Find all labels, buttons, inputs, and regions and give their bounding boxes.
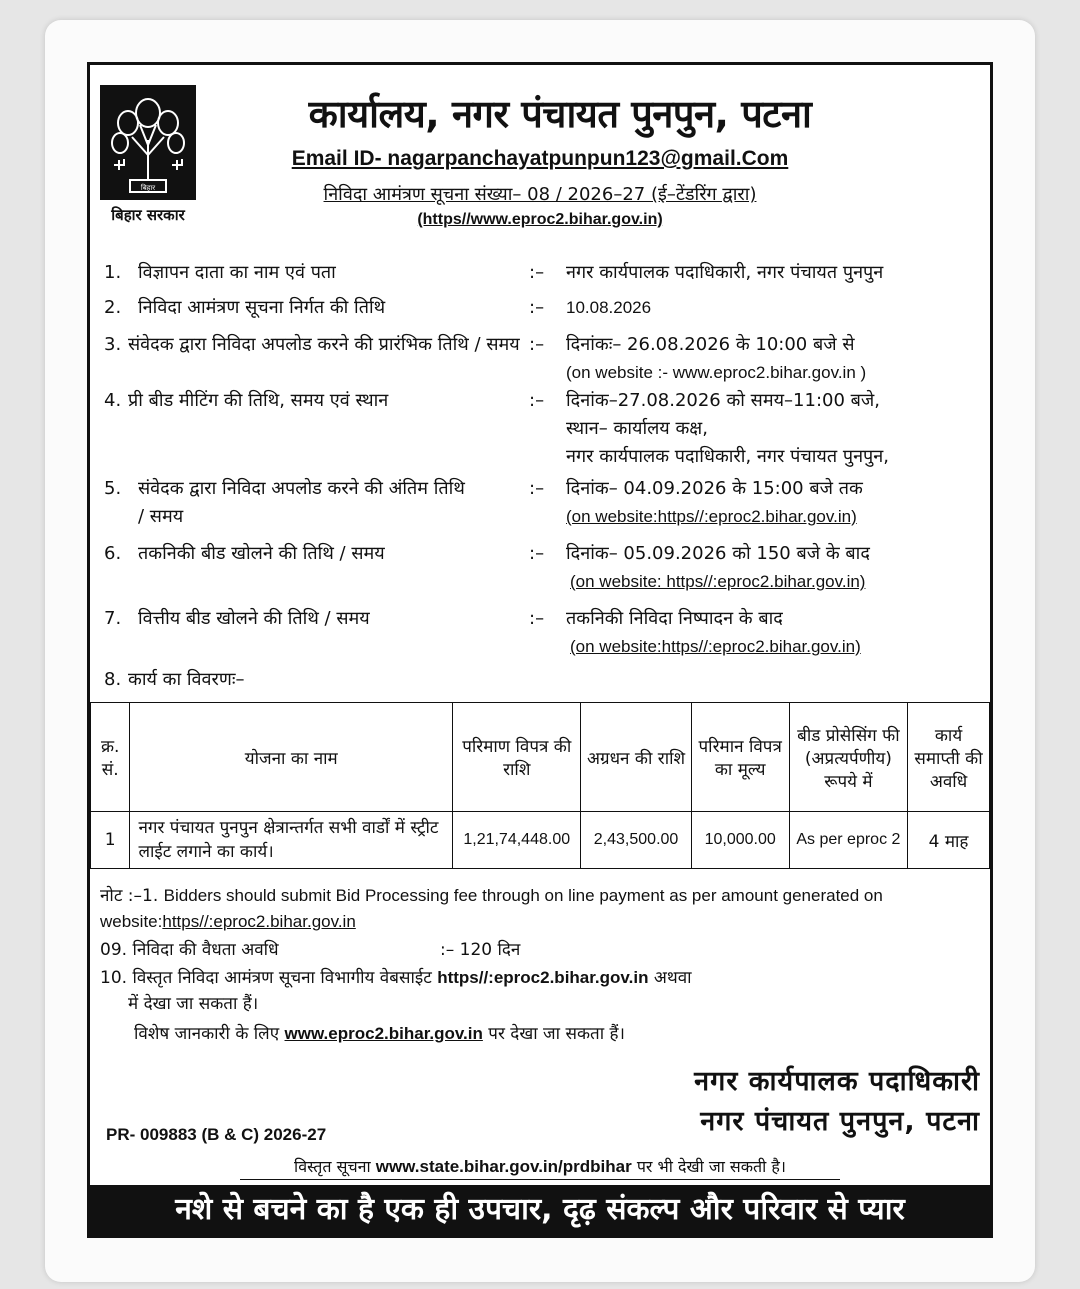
item-value: तकनिकी निविदा निष्पादन के बाद bbox=[566, 608, 783, 629]
item10-link[interactable]: https//:eproc2.bihar.gov.in bbox=[437, 968, 649, 987]
item-separator: :– bbox=[529, 478, 545, 499]
bodhi-tree-emblem-icon bbox=[100, 85, 196, 200]
item-separator: :– bbox=[529, 390, 545, 411]
item-separator: :– bbox=[529, 262, 545, 283]
item10-continued: में देखा जा सकता हैं। bbox=[128, 994, 259, 1014]
item-label: कार्य का विवरणः– bbox=[128, 669, 245, 690]
note-text: Bidders should submit Bid Processing fee through on line payment as per amount generated on website: bbox=[100, 886, 883, 931]
item-separator: :– bbox=[529, 297, 545, 318]
item10-or: अथवा bbox=[653, 968, 692, 988]
cell-completion-period: 4 माह bbox=[908, 812, 990, 869]
item-separator: :– bbox=[529, 334, 545, 355]
item-label: संवेदक द्वारा निविदा अपलोड करने की प्रारंभिक तिथि / समय bbox=[128, 334, 520, 355]
note-link[interactable]: https//:eproc2.bihar.gov.in bbox=[162, 912, 356, 931]
item-separator: :– bbox=[529, 608, 545, 629]
office-email: Email ID- nagarpanchayatpunpun123@gmail.Com bbox=[291, 147, 789, 170]
tender-notice bbox=[87, 62, 993, 1238]
footer-info-link[interactable]: www.state.bihar.gov.in/prdbihar bbox=[375, 1157, 632, 1176]
item-number: 2. bbox=[104, 297, 122, 318]
col-boq-amount: परिमाण विपत्र की राशि bbox=[453, 703, 581, 812]
table-row bbox=[91, 812, 990, 869]
item-label: वित्तीय बीड खोलने की तिथि / समय bbox=[138, 608, 370, 629]
item-value-url: (on website: https//:eproc2.bihar.gov.in) bbox=[570, 572, 866, 591]
item-label: प्री बीड मीटिंग की तिथि, समय एवं स्थान bbox=[128, 390, 389, 411]
item-value-url: (on website:https//:eproc2.bihar.gov.in) bbox=[570, 637, 861, 656]
note-1 bbox=[100, 883, 990, 935]
validity-value: :– 120 दिन bbox=[440, 940, 521, 960]
signature-office: नगर पंचायत पुनपुन, पटना bbox=[700, 1106, 980, 1137]
item-number: 1. bbox=[104, 262, 122, 283]
pr-number: PR- 009883 (B & C) 2026-27 bbox=[106, 1125, 327, 1144]
col-processing-fee: बीड प्रोसेसिंग फी (अप्रत्यर्पणीय) रूपये में bbox=[789, 703, 907, 812]
col-boq-cost: परिमान विपत्र का मूल्य bbox=[691, 703, 789, 812]
special-text: विशेष जानकारी के लिए bbox=[134, 1024, 280, 1044]
item-value-place: स्थान– कार्यालय कक्ष, bbox=[566, 418, 708, 439]
works-table bbox=[90, 702, 990, 869]
special-info bbox=[134, 1021, 1024, 1047]
item-value: दिनांक– 05.09.2026 को 150 बजे के बाद bbox=[566, 543, 870, 564]
note-prefix: नोट :–1. bbox=[100, 886, 159, 906]
bihar-emblem bbox=[100, 85, 196, 225]
item-value-url: (on website:https//:eproc2.bihar.gov.in) bbox=[566, 507, 857, 526]
item-number: 5. bbox=[104, 478, 122, 499]
item-label: तकनिकी बीड खोलने की तिथि / समय bbox=[138, 543, 385, 564]
col-earnest-money: अग्रधन की राशि bbox=[581, 703, 691, 812]
item-label: निविदा आमंत्रण सूचना निर्गत की तिथि bbox=[138, 297, 386, 318]
cell-serial: 1 bbox=[91, 812, 130, 869]
item-value: 10.08.2026 bbox=[566, 298, 652, 317]
item-value: दिनांक–27.08.2026 को समय–11:00 बजे, bbox=[566, 390, 881, 411]
signature-designation: नगर कार्यपालक पदाधिकारी bbox=[694, 1066, 980, 1097]
cell-scheme-name: नगर पंचायत पुनपुन क्षेत्रान्तर्गत सभी वार्डों में स्ट्रीट लाईट लगाने का कार्य। bbox=[130, 812, 453, 869]
cell-processing-fee: As per eproc 2 bbox=[789, 812, 907, 869]
notice-number: निविदा आमंत्रण सूचना संख्या– 08 / 2026–27 (ई–टेंडरिंग द्वारा) bbox=[323, 184, 757, 205]
item-label: विज्ञापन दाता का नाम एवं पता bbox=[138, 262, 336, 283]
item-9 bbox=[100, 937, 990, 963]
footer-info-text: विस्तृत सूचना bbox=[294, 1157, 371, 1176]
col-completion-period: कार्य समाप्ती की अवधि bbox=[908, 703, 990, 812]
item-value-url: (on website :- www.eproc2.bihar.gov.in ) bbox=[566, 363, 867, 382]
table-header-row bbox=[91, 703, 990, 812]
item-value: नगर कार्यपालक पदाधिकारी, नगर पंचायत पुनपुन bbox=[566, 262, 884, 283]
footer-info-text-end: पर भी देखी जा सकती है। bbox=[636, 1157, 786, 1176]
item-separator: :– bbox=[529, 543, 545, 564]
item10-text: 10. विस्तृत निविदा आमंत्रण सूचना विभागीय वेबसाईट bbox=[100, 968, 432, 988]
item-number: 7. bbox=[104, 608, 122, 629]
item-number: 8. bbox=[104, 669, 122, 690]
svg-text:बिहार: बिहार bbox=[140, 184, 156, 192]
col-scheme-name: योजना का नाम bbox=[130, 703, 453, 812]
item-value-office: नगर कार्यपालक पदाधिकारी, नगर पंचायत पुनपुन, bbox=[566, 446, 889, 467]
cell-boq-cost: 10,000.00 bbox=[691, 812, 789, 869]
emblem-label: बिहार सरकार bbox=[111, 206, 185, 224]
cell-boq-amount: 1,21,74,448.00 bbox=[453, 812, 581, 869]
footer-info bbox=[240, 1155, 840, 1180]
item-value: दिनांकः– 26.08.2026 के 10:00 बजे से bbox=[566, 334, 855, 355]
item-value: दिनांक– 04.09.2026 के 15:00 बजे तक bbox=[566, 478, 863, 499]
item-10 bbox=[100, 965, 990, 1017]
item-label: संवेदक द्वारा निविदा अपलोड करने की अंतिम तिथि / समय bbox=[138, 478, 465, 527]
validity-label: 09. निविदा की वैधता अवधि bbox=[100, 940, 279, 960]
cell-earnest-money: 2,43,500.00 bbox=[581, 812, 691, 869]
anti-drug-slogan: नशे से बचने का है एक ही उपचार, दृढ़ संकल्प और परिवार से प्यार bbox=[90, 1185, 990, 1235]
special-link[interactable]: www.eproc2.bihar.gov.in bbox=[284, 1024, 483, 1043]
item-number: 6. bbox=[104, 543, 122, 564]
office-title: कार्यालय, नगर पंचायत पुनपुन, पटना bbox=[308, 92, 812, 136]
item-number: 4. bbox=[104, 390, 122, 411]
item-number: 3. bbox=[104, 334, 122, 355]
special-text-end: पर देखा जा सकता हैं। bbox=[488, 1024, 625, 1044]
col-serial: क्र. सं. bbox=[91, 703, 130, 812]
portal-url: (https//www.eproc2.bihar.gov.in) bbox=[417, 211, 663, 228]
